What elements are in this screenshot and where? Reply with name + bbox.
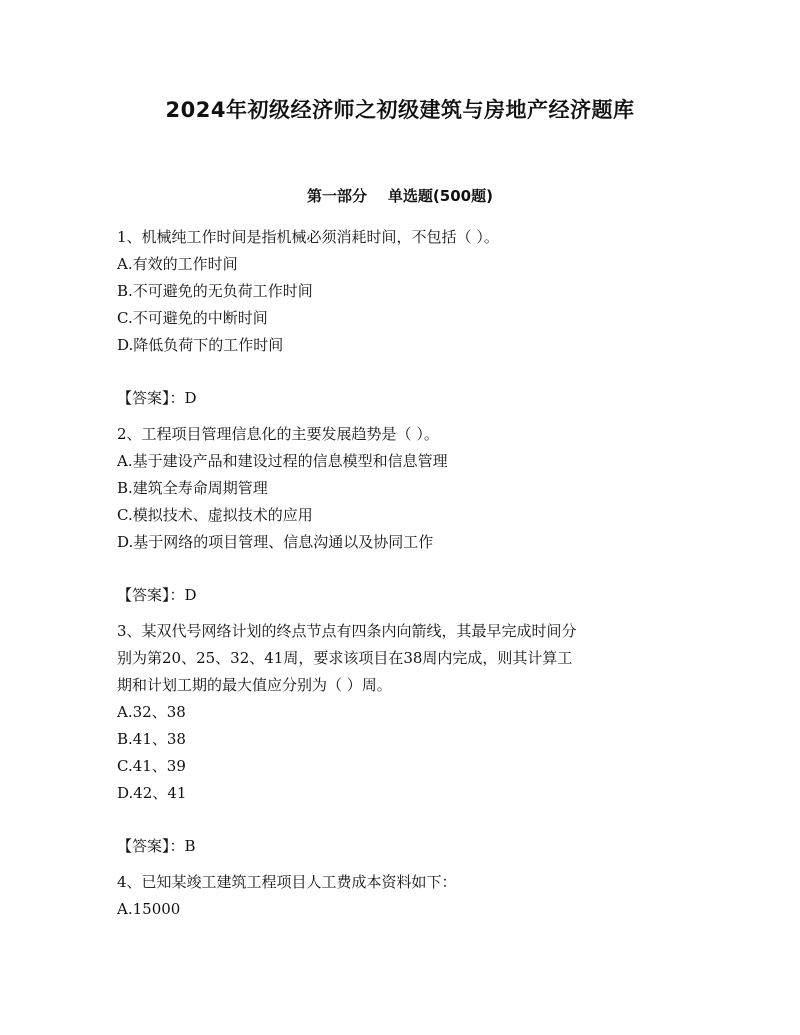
question-stem-line-1: 3、某双代号网络计划的终点节点有四条内向箭线，其最早完成时间分 <box>117 622 577 640</box>
question-stem: 4、已知某竣工建筑工程项目人工费成本资料如下： <box>117 873 457 891</box>
option-d: D.降低负荷下的工作时间 <box>117 336 284 354</box>
document-title: 2024年初级经济师之初级建筑与房地产经济题库 <box>165 98 635 122</box>
option-c: C.不可避免的中断时间 <box>117 309 268 327</box>
question-list <box>117 224 677 932</box>
option-b: B.不可避免的无负荷工作时间 <box>117 282 313 300</box>
option-c: C.41、39 <box>117 757 186 775</box>
option-a: A.32、38 <box>117 703 186 721</box>
option-d: D.基于网络的项目管理、信息沟通以及协同工作 <box>117 533 434 551</box>
question-4 <box>117 869 677 923</box>
question-stem-line-2: 别为第20、25、32、41周，要求该项目在38周内完成，则其计算工 <box>117 649 573 667</box>
question-1 <box>117 224 677 412</box>
answer-line: 【答案】：D <box>117 389 197 407</box>
section-title: 第一部分 单选题(500题) <box>307 187 493 205</box>
question-stem: 1、机械纯工作时间是指机械必须消耗时间，不包括（ ）。 <box>117 228 499 246</box>
option-a: A.有效的工作时间 <box>117 255 238 273</box>
question-3 <box>117 618 677 860</box>
question-2 <box>117 421 677 609</box>
option-b: B.建筑全寿命周期管理 <box>117 479 268 497</box>
answer-line: 【答案】：B <box>117 837 196 855</box>
option-d: D.42、41 <box>117 784 187 802</box>
answer-line: 【答案】：D <box>117 586 197 604</box>
option-a: A.基于建设产品和建设过程的信息模型和信息管理 <box>117 452 448 470</box>
option-a: A.15000 <box>117 900 181 918</box>
question-stem: 2、工程项目管理信息化的主要发展趋势是（ ）。 <box>117 425 439 443</box>
option-c: C.模拟技术、虚拟技术的应用 <box>117 506 313 524</box>
option-b: B.41、38 <box>117 730 186 748</box>
question-stem-line-3: 期和计划工期的最大值应分别为（ ）周。 <box>117 676 392 694</box>
